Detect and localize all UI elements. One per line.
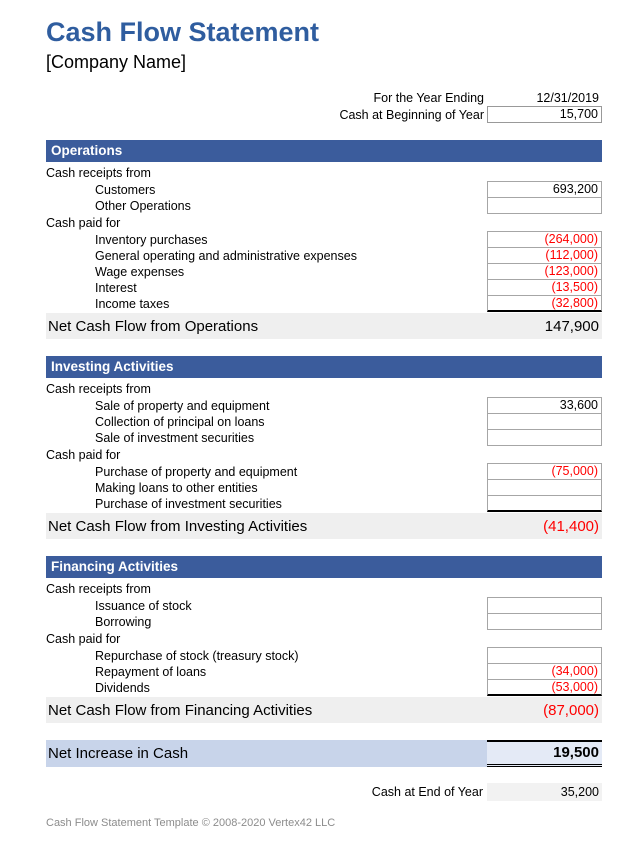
line-item-row: [46, 495, 602, 512]
line-item-row: [46, 479, 602, 496]
value-cell[interactable]: [487, 429, 602, 446]
line-item-row: [46, 463, 602, 480]
section-financing: [46, 556, 602, 723]
line-item-label: Inventory purchases: [95, 232, 208, 247]
net-operations-row: [46, 313, 602, 339]
group-label: Cash paid for: [46, 447, 121, 462]
group-label-row: [46, 380, 602, 397]
group-label: Cash paid for: [46, 631, 121, 646]
section-operations: [46, 140, 602, 339]
line-item-row: [46, 295, 602, 312]
group-label-row: [46, 214, 602, 231]
value-cell[interactable]: [487, 613, 602, 630]
line-item-label: Dividends: [95, 680, 150, 695]
section-header-financing: Financing Activities: [46, 556, 602, 578]
group-label: Cash receipts from: [46, 381, 151, 396]
value-cell[interactable]: 693,200: [487, 181, 602, 198]
net-financing-label: Net Cash Flow from Financing Activities: [48, 701, 313, 719]
page-title: Cash Flow Statement: [46, 17, 320, 47]
value-cell[interactable]: (34,000): [487, 663, 602, 680]
line-item-label: Repayment of loans: [95, 664, 207, 679]
group-label: Cash receipts from: [46, 581, 151, 596]
line-item-row: [46, 663, 602, 680]
line-item-row: [46, 429, 602, 446]
value-cell[interactable]: [487, 597, 602, 614]
line-item-label: Issuance of stock: [95, 598, 192, 613]
company-name: [Company Name]: [46, 52, 187, 72]
line-item-label: Purchase of investment securities: [95, 496, 282, 511]
line-item-label: Borrowing: [95, 614, 152, 629]
value-cell[interactable]: [487, 197, 602, 214]
value-cell[interactable]: [487, 495, 602, 512]
line-item-label: Purchase of property and equipment: [95, 464, 298, 479]
net-increase-label: Net Increase in Cash: [48, 745, 189, 762]
section-investing: [46, 356, 602, 539]
value-cell[interactable]: [487, 479, 602, 496]
line-item-row: [46, 181, 602, 198]
net-investing-label: Net Cash Flow from Investing Activities: [48, 517, 308, 535]
line-item-row: [46, 263, 602, 280]
net-financing-row: [46, 697, 602, 723]
net-investing-value: (41,400): [543, 517, 599, 535]
section-header-operations: Operations: [46, 140, 602, 162]
value-cell[interactable]: (75,000): [487, 463, 602, 480]
value-cell[interactable]: [487, 647, 602, 664]
section-header-investing: Investing Activities: [46, 356, 602, 378]
end-cash-label: Cash at End of Year: [371, 785, 483, 799]
group-label: Cash receipts from: [46, 165, 151, 180]
group-label-row: [46, 446, 602, 463]
group-label: Cash paid for: [46, 215, 121, 230]
line-item-row: [46, 679, 602, 696]
line-item-label: Wage expenses: [95, 264, 185, 279]
line-item-row: [46, 413, 602, 430]
year-ending-value[interactable]: 12/31/2019: [536, 90, 599, 105]
line-item-label: Collection of principal on loans: [95, 414, 265, 429]
value-cell[interactable]: [487, 413, 602, 430]
net-investing-row: [46, 513, 602, 539]
value-cell[interactable]: (123,000): [487, 263, 602, 280]
value-cell[interactable]: (53,000): [487, 679, 602, 696]
line-item-label: Other Operations: [95, 198, 191, 213]
line-item-row: [46, 197, 602, 214]
line-item-label: Repurchase of stock (treasury stock): [95, 648, 299, 663]
line-item-label: Income taxes: [95, 296, 170, 311]
report-header-fields: [46, 89, 602, 123]
line-item-row: [46, 597, 602, 614]
line-item-row: [46, 279, 602, 296]
copyright-footer: Cash Flow Statement Template © 2008-2020 Vertex42 LLC: [46, 817, 336, 829]
line-item-row: [46, 247, 602, 264]
line-item-row: [46, 613, 602, 630]
line-item-row: [46, 231, 602, 248]
value-cell[interactable]: (264,000): [487, 231, 602, 248]
line-item-row: [46, 397, 602, 414]
line-item-label: Sale of property and equipment: [95, 398, 270, 413]
line-item-label: Interest: [95, 280, 137, 295]
net-financing-value: (87,000): [543, 701, 599, 719]
line-item-label: Making loans to other entities: [95, 480, 258, 495]
line-item-label: Sale of investment securities: [95, 430, 255, 445]
value-cell[interactable]: 33,600: [487, 397, 602, 414]
year-ending-label: For the Year Ending: [373, 90, 484, 105]
net-operations-label: Net Cash Flow from Operations: [48, 317, 259, 335]
line-item-label: General operating and administrative expenses: [95, 248, 357, 263]
value-cell[interactable]: (32,800): [487, 295, 602, 312]
net-operations-value: 147,900: [544, 317, 599, 335]
beginning-cash-value-cell[interactable]: 15,700: [487, 106, 602, 123]
value-cell[interactable]: (112,000): [487, 247, 602, 264]
line-item-row: [46, 647, 602, 664]
cash-flow-statement-page: [46, 0, 602, 829]
net-increase-value: 19,500: [487, 740, 602, 767]
beginning-cash-label: Cash at Beginning of Year: [339, 107, 484, 122]
end-cash-row: [46, 783, 602, 801]
year-ending-row: [46, 89, 602, 106]
net-increase-row: [46, 740, 602, 767]
end-cash-value: 35,200: [487, 783, 602, 801]
value-cell[interactable]: (13,500): [487, 279, 602, 296]
line-item-label: Customers: [95, 182, 156, 197]
beginning-cash-row: [46, 106, 602, 123]
group-label-row: [46, 580, 602, 597]
group-label-row: [46, 630, 602, 647]
group-label-row: [46, 164, 602, 181]
